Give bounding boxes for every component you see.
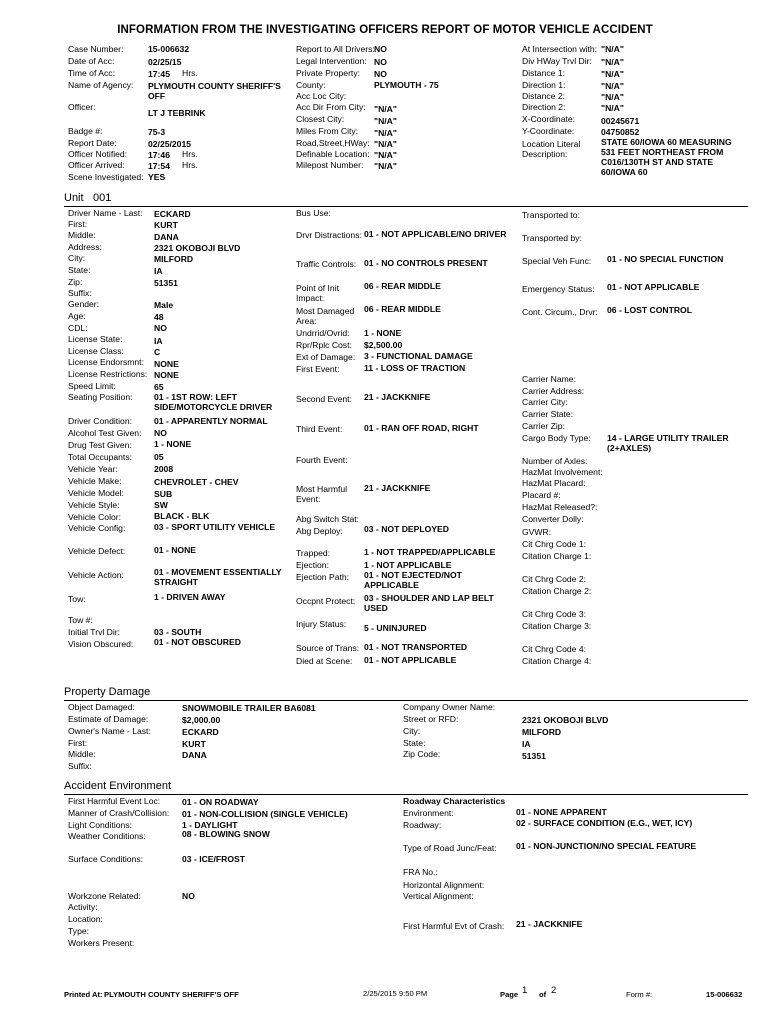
occpnt-label: Occpnt Protect: [296,596,356,606]
closest-value: "N/A" [374,116,397,126]
gender-label: Gender: [68,299,100,309]
first-harm-crash-value: 21 - JACKKNIFE [516,919,583,929]
seating-label: Seating Position: [68,392,133,402]
milepost-value: "N/A" [374,161,397,171]
died-value: 01 - NOT APPLICABLE [364,655,457,665]
dir1-value: "N/A" [601,81,624,91]
address-label: Address: [68,242,102,252]
veh-config-value: 03 - SPORT UTILITY VEHICLE [154,522,276,532]
prop-zip-label: Zip Code: [403,749,441,759]
ejection-path-value: 01 - NOT EJECTED/NOT APPLICABLE [364,570,462,590]
drvr-distr-label: Drvr Distractions: [296,230,362,240]
ycoord-label: Y-Coordinate: [522,126,575,136]
object-value: SNOWMOBILE TRAILER BA6081 [182,703,316,713]
of-label: of [539,990,547,999]
xcoord-value: 00245671 [601,116,640,126]
private-label: Private Property: [296,68,360,78]
ejection-value: 1 - NOT APPLICABLE [364,560,452,570]
second-event-value: 21 - JACKKNIFE [364,392,431,402]
surface-label: Surface Conditions: [68,854,143,864]
cit3-code-label: Cit Chrg Code 3: [522,609,587,619]
date-label: Date of Acc: [68,56,115,66]
lic-state-value: IA [154,336,163,346]
cdl-label: CDL: [68,323,88,333]
second-event-label: Second Event: [296,394,352,404]
intersection-value: "N/A" [601,44,624,54]
dir2-label: Direction 2: [522,102,566,112]
veh-color-label: Vehicle Color: [68,512,122,522]
injury-label: Injury Status: [296,619,347,629]
veh-color-value: BLACK - BLK [154,511,210,521]
city-label: City: [68,253,86,263]
workzone-label: Workzone Related: [68,891,141,901]
first-event-value: 11 - LOSS OF TRACTION [364,363,466,373]
damaged-value: 06 - REAR MIDDLE [364,304,441,314]
ext-value: 3 - FUNCTIONAL DAMAGE [364,351,473,361]
lic-endorse-label: License Endorsmnt: [68,357,144,367]
unit-number: 001 [93,192,112,204]
source-value: 01 - NOT TRANSPORTED [364,642,468,652]
emergency-value: 01 - NOT APPLICABLE [607,282,700,292]
xcoord-label: X-Coordinate: [522,114,576,124]
hazmat-inv-label: HazMat Involvement: [522,467,603,477]
surface-value: 03 - ICE/FROST [182,854,246,864]
weather-label: Weather Conditions: [68,831,146,841]
road-label: Road,Street,HWay: [296,138,370,148]
address-value: 2321 OKOBOJI BLVD [154,243,241,253]
carrier-city-label: Carrier City: [522,397,568,407]
driver-last-label: Driver Name - Last: [68,208,143,218]
dist2-value: "N/A" [601,92,624,102]
axles-label: Number of Axles: [522,456,588,466]
bus-use-label: Bus Use: [296,208,331,218]
prop-city-value: MILFORD [522,727,562,737]
city-value: MILFORD [154,254,194,264]
cit2-label: Citation Charge 2: [522,586,592,596]
badge-label: Badge #: [68,126,103,136]
road-junc-value: 01 - NON-JUNCTION/NO SPECIAL FEATURE [516,841,697,851]
seating-value: 01 - 1ST ROW: LEFT SIDE/MOTORCYCLE DRIVER [154,392,273,412]
carrier-state-label: Carrier State: [522,409,574,419]
time-hrs: Hrs. [182,68,198,78]
acc-dir-label: Acc Dir From City: [296,102,366,112]
trapped-label: Trapped: [296,548,331,558]
hazmat-rel-label: HazMat Released?: [522,502,598,512]
traffic-value: 01 - NO CONTROLS PRESENT [364,258,488,268]
state-label: State: [68,265,91,275]
county-label: County: [296,80,326,90]
road-value: "N/A" [374,139,397,149]
prop-state-label: State: [403,738,426,748]
div-label: Div HWay Trvl Dir: [522,56,592,66]
fra-label: FRA No.: [403,867,438,877]
company-label: Company Owner Name: [403,702,496,712]
fourth-event-label: Fourth Event: [296,455,348,465]
died-label: Died at Scene: [296,656,353,666]
property-divider [64,700,748,701]
ext-label: Ext of Damage: [296,352,356,362]
veh-action-label: Vehicle Action: [68,570,124,580]
object-label: Object Damaged: [68,702,135,712]
workers-label: Workers Present: [68,938,135,948]
light-label: Light Conditions: [68,820,133,830]
trapped-value: 1 - NOT TRAPPED/APPLICABLE [364,547,496,557]
vision-label: Vision Obscured: [68,639,134,649]
dir1-label: Direction 1: [522,80,566,90]
ycoord-value: 04750852 [601,127,640,137]
light-value: 1 - DAYLIGHT [182,820,238,830]
date-value: 02/25/15 [148,57,182,67]
report-date-label: Report Date: [68,138,117,148]
owner-middle-label: Middle: [68,749,96,759]
dist2-label: Distance 2: [522,91,565,101]
alcohol-label: Alcohol Test Given: [68,428,142,438]
property-heading: Property Damage [64,686,151,698]
impact-value: 06 - REAR MIDDLE [364,281,441,291]
cit1-label: Citation Charge 1: [522,551,592,561]
dir2-value: "N/A" [601,103,624,113]
acc-dir-value: "N/A" [374,104,397,114]
private-value: NO [374,69,387,79]
rpr-value: $2,500.00 [364,340,403,350]
workzone-value: NO [182,891,195,901]
veh-style-label: Vehicle Style: [68,500,120,510]
transported-to-label: Transported to: [522,210,580,220]
occupants-value: 05 [154,452,164,462]
lic-restrict-label: License Restrictions: [68,369,148,379]
horiz-label: Horizontal Alignment: [403,880,485,890]
veh-model-value: SUB [154,489,173,499]
acc-loc-city-label: Acc Loc City: [296,91,347,101]
activity-label: Activity: [68,902,98,912]
roadway-value: 02 - SURFACE CONDITION (E.G., WET, ICY) [516,818,693,828]
notified-value: 17:46 [148,150,170,160]
definable-label: Definable Location: [296,149,370,159]
form-number: 15-006632 [706,990,743,999]
prop-city-label: City: [403,726,421,736]
undrrid-label: Undrrid/Ovrid: [296,328,350,338]
notified-hrs: Hrs. [182,149,198,159]
veh-action-value: 01 - MOVEMENT ESSENTIALLY STRAIGHT [154,567,282,587]
agency-label: Name of Agency: [68,80,134,90]
unit-heading: Unit [64,192,84,204]
roadway-label: Roadway: [403,820,442,830]
owner-first-label: First: [68,738,88,748]
drug-value: 1 - NONE [154,439,192,449]
estimate-label: Estimate of Damage: [68,714,149,724]
veh-make-label: Vehicle Make: [68,476,122,486]
arrived-value: 17:54 [148,161,170,171]
converter-label: Converter Dolly: [522,514,584,524]
vert-label: Vertical Alignment: [403,891,474,901]
occupants-label: Total Occupants: [68,452,133,462]
veh-defect-value: 01 - NONE [154,545,197,555]
lic-class-value: C [154,347,161,357]
milepost-label: Milepost Number: [296,160,364,170]
environment-heading: Accident Environment [64,780,171,792]
undrrid-value: 1 - NONE [364,328,402,338]
driver-last-value: ECKARD [154,209,191,219]
owner-last-label: Owner's Name - Last: [68,726,151,736]
cdl-value: NO [154,323,167,333]
ejection-label: Ejection: [296,560,329,570]
lic-class-label: License Class: [68,346,124,356]
state-value: IA [154,266,163,276]
cit2-code-label: Cit Chrg Code 2: [522,574,587,584]
miles-value: "N/A" [374,128,397,138]
alcohol-value: NO [154,428,167,438]
notified-label: Officer Notified: [68,149,128,159]
veh-config-label: Vehicle Config: [68,523,126,533]
owner-last-value: ECKARD [182,727,219,737]
source-label: Source of Trans: [296,643,360,653]
page-count: 2 [551,985,557,996]
third-event-label: Third Event: [296,424,343,434]
officer-value: LT J TEBRINK [148,108,206,118]
placard-label: Placard #: [522,490,561,500]
zip-label: Zip: [68,277,83,287]
first-event-label: First Event: [296,364,340,374]
owner-first-value: KURT [182,739,206,749]
driver-cond-label: Driver Condition: [68,416,132,426]
middle-label: Middle: [68,230,96,240]
tow-value: 1 - DRIVEN AWAY [154,592,226,602]
emergency-label: Emergency Status: [522,284,595,294]
roadway-char-heading: Roadway Characteristics [403,796,506,806]
case-number-label: Case Number: [68,44,124,54]
suffix-label: Suffix: [68,288,92,298]
veh-style-value: SW [154,500,168,510]
prop-state-value: IA [522,739,531,749]
location-label: Location: [68,914,103,924]
traffic-label: Traffic Controls: [296,259,357,269]
agency-value: PLYMOUTH COUNTY SHERIFF'S OFF [148,81,281,101]
middle-value: DANA [154,232,179,242]
report-title: INFORMATION FROM THE INVESTIGATING OFFICERS REPORT OF MOTOR VEHICLE ACCIDENT [117,24,653,36]
print-datetime: 2/25/2015 9:50 PM [363,989,428,998]
lic-restrict-value: NONE [154,370,179,380]
dist1-label: Distance 1: [522,68,565,78]
harmful-value: 21 - JACKKNIFE [364,483,431,493]
speed-label: Speed Limit: [68,381,116,391]
gvwr-label: GVWR: [522,527,552,537]
loc-literal-label: Location Literal Description: [522,139,581,159]
road-junc-label: Type of Road Junc/Feat: [403,843,497,853]
init-dir-value: 03 - SOUTH [154,627,202,637]
first-label: First: [68,219,88,229]
closest-label: Closest City: [296,114,345,124]
miles-label: Miles From City: [296,126,359,136]
manner-value: 01 - NON-COLLISION (SINGLE VEHICLE) [182,809,348,819]
unit-divider [64,206,748,207]
legal-label: Legal Intervention: [296,56,367,66]
cit4-code-label: Cit Chrg Code 4: [522,644,587,654]
ejection-path-label: Ejection Path: [296,572,350,582]
env-label: Environment: [403,808,454,818]
cargo-value: 14 - LARGE UTILITY TRAILER (2+AXLES) [607,433,729,453]
printed-value: PLYMOUTH COUNTY SHERIFF'S OFF [104,990,239,999]
veh-model-label: Vehicle Model: [68,488,124,498]
report-all-value: NO [374,44,387,54]
manner-label: Manner of Crash/Collision: [68,808,170,818]
abg-deploy-value: 03 - NOT DEPLOYED [364,524,449,534]
dist1-value: "N/A" [601,69,624,79]
first-harm-crash-label: First Harmful Evt of Crash: [403,921,505,931]
carrier-addr-label: Carrier Address: [522,386,585,396]
page-label: Page [500,990,519,999]
owner-middle-value: DANA [182,750,207,760]
speed-value: 65 [154,382,164,392]
cit1-code-label: Cit Chrg Code 1: [522,539,587,549]
age-label: Age: [68,311,86,321]
lic-state-label: License State: [68,334,123,344]
arrived-label: Officer Arrived: [68,160,125,170]
env-value: 01 - NONE APPARENT [516,807,607,817]
zip-value: 51351 [154,278,178,288]
officer-label: Officer: [68,102,96,112]
report-date-value: 02/25/2015 [148,139,192,149]
report-all-label: Report to All Drivers: [296,44,375,54]
drug-label: Drug Test Given: [68,440,132,450]
carrier-zip-label: Carrier Zip: [522,421,565,431]
street-value: 2321 OKOBOJI BLVD [522,715,609,725]
impact-label: Point of Init Impact: [296,283,339,303]
first-harm-loc-label: First Harmful Event Loc: [68,796,161,806]
intersection-label: At Intersection with: [522,44,597,54]
cit3-label: Citation Charge 3: [522,621,592,631]
transported-by-label: Transported by: [522,233,582,243]
carrier-name-label: Carrier Name: [522,374,576,384]
injury-value: 5 - UNINJURED [364,623,427,633]
tow-num-label: Tow #: [68,615,93,625]
init-dir-label: Initial Trvl Dir: [68,627,121,637]
cont-value: 06 - LOST CONTROL [607,305,692,315]
page-number: 1 [522,985,528,996]
driver-cond-value: 01 - APPARENTLY NORMAL [154,416,268,426]
weather-value: 08 - BLOWING SNOW [182,829,270,839]
case-number: 15-006632 [148,44,190,54]
abg-deploy-label: Abg Deploy: [296,526,343,536]
first-value: KURT [154,220,178,230]
abg-switch-label: Abg Switch Stat: [296,514,360,524]
cont-label: Cont. Circum., Drvr: [522,307,598,317]
loc-literal-value: STATE 60/IOWA 60 MEASURING 531 FEET NORTHEAST FROM C016/130TH ST AND STATE 60/IOWA 60 [601,137,732,177]
cargo-label: Cargo Body Type: [522,433,591,443]
county-value: PLYMOUTH - 75 [374,80,439,90]
special-value: 01 - NO SPECIAL FUNCTION [607,254,724,264]
third-event-value: 01 - RAN OFF ROAD, RIGHT [364,423,479,433]
veh-year-label: Vehicle Year: [68,464,118,474]
time-value: 17:45 [148,69,170,79]
drvr-distr-value: 01 - NOT APPLICABLE/NO DRIVER [364,229,507,239]
veh-make-value: CHEVROLET - CHEV [154,477,239,487]
veh-year-value: 2008 [154,464,174,474]
time-label: Time of Acc: [68,68,115,78]
veh-defect-label: Vehicle Defect: [68,546,126,556]
estimate-value: $2,000.00 [182,715,221,725]
street-label: Street or RFD: [403,714,459,724]
badge-value: 75-3 [148,127,166,137]
div-value: "N/A" [601,57,624,67]
tow-label: Tow: [68,594,86,604]
rpr-label: Rpr/Rplc Cost: [296,340,352,350]
type-label: Type: [68,926,90,936]
arrived-hrs: Hrs. [182,160,198,170]
owner-suffix-label: Suffix: [68,761,92,771]
legal-value: NO [374,57,387,67]
special-label: Special Veh Func: [522,256,592,266]
gender-value: Male [154,300,174,310]
definable-value: "N/A" [374,150,397,160]
prop-zip-value: 51351 [522,751,546,761]
harmful-label: Most Harmful Event: [296,484,348,504]
vision-value: 01 - NOT OBSCURED [154,637,241,647]
cit4-label: Citation Charge 4: [522,656,592,666]
hazmat-plac-label: HazMat Placard: [522,478,586,488]
environment-divider [64,794,748,795]
printed-label: Printed At: [64,990,103,999]
scene-label: Scene Investigated: [68,172,144,182]
age-value: 48 [154,312,164,322]
form-label: Form #: [626,990,653,999]
lic-endorse-value: NONE [154,359,179,369]
occpnt-value: 03 - SHOULDER AND LAP BELT USED [364,593,494,613]
first-harm-loc-value: 01 - ON ROADWAY [182,797,259,807]
damaged-label: Most Damaged Area: [296,306,355,326]
scene-value: YES [148,172,166,182]
